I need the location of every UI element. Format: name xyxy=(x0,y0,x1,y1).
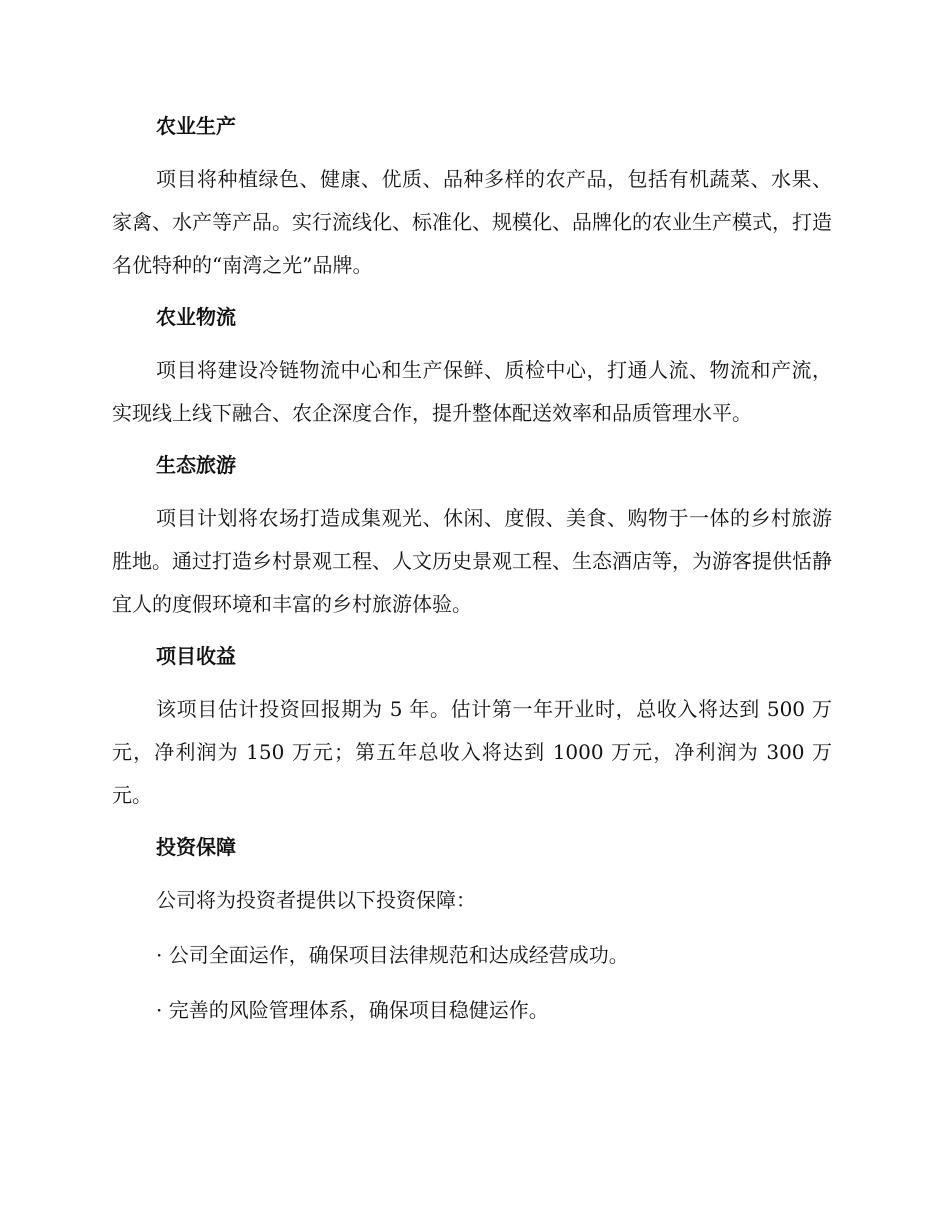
document-body xyxy=(112,108,832,1044)
section-paragraph-agriculture-logistics: 项目将建设冷链物流中心和生产保鲜、质检中心，打通人流、物流和产流，实现线上线下融合、农企深度合作，提升整体配送效率和品质管理水平。 xyxy=(112,358,832,425)
section-paragraph-project-revenue: 该项目估计投资回报期为 5 年。估计第一年开业时，总收入将达到 500 万元，净利润为 150 万元；第五年总收入将达到 1000 万元，净利润为 300 万元。 xyxy=(112,697,832,807)
section-heading-agriculture-logistics: 农业物流 xyxy=(156,305,236,329)
section-heading-investment-guarantee: 投资保障 xyxy=(156,835,236,859)
section-heading-eco-tourism: 生态旅游 xyxy=(156,453,236,477)
list-item: · 公司全面运作，确保项目法律规范和达成经营成功。 xyxy=(156,943,629,967)
list-item: · 完善的风险管理体系，确保项目稳健运作。 xyxy=(156,998,549,1022)
section-paragraph-agriculture-production: 项目将种植绿色、健康、优质、品种多样的农产品，包括有机蔬菜、水果、家禽、水产等产品。实行流线化、标准化、规模化、品牌化的农业生产模式，打造名优特种的“南湾之光”品牌。 xyxy=(112,167,832,277)
section-heading-project-revenue: 项目收益 xyxy=(156,644,236,668)
section-paragraph-investment-guarantee: 公司将为投资者提供以下投资保障： xyxy=(156,888,476,912)
section-heading-agriculture-production: 农业生产 xyxy=(156,114,236,138)
section-paragraph-eco-tourism: 项目计划将农场打造成集观光、休闲、度假、美食、购物于一体的乡村旅游胜地。通过打造乡村景观工程、人文历史景观工程、生态酒店等，为游客提供恬静宜人的度假环境和丰富的乡村旅游体验。 xyxy=(112,506,832,616)
